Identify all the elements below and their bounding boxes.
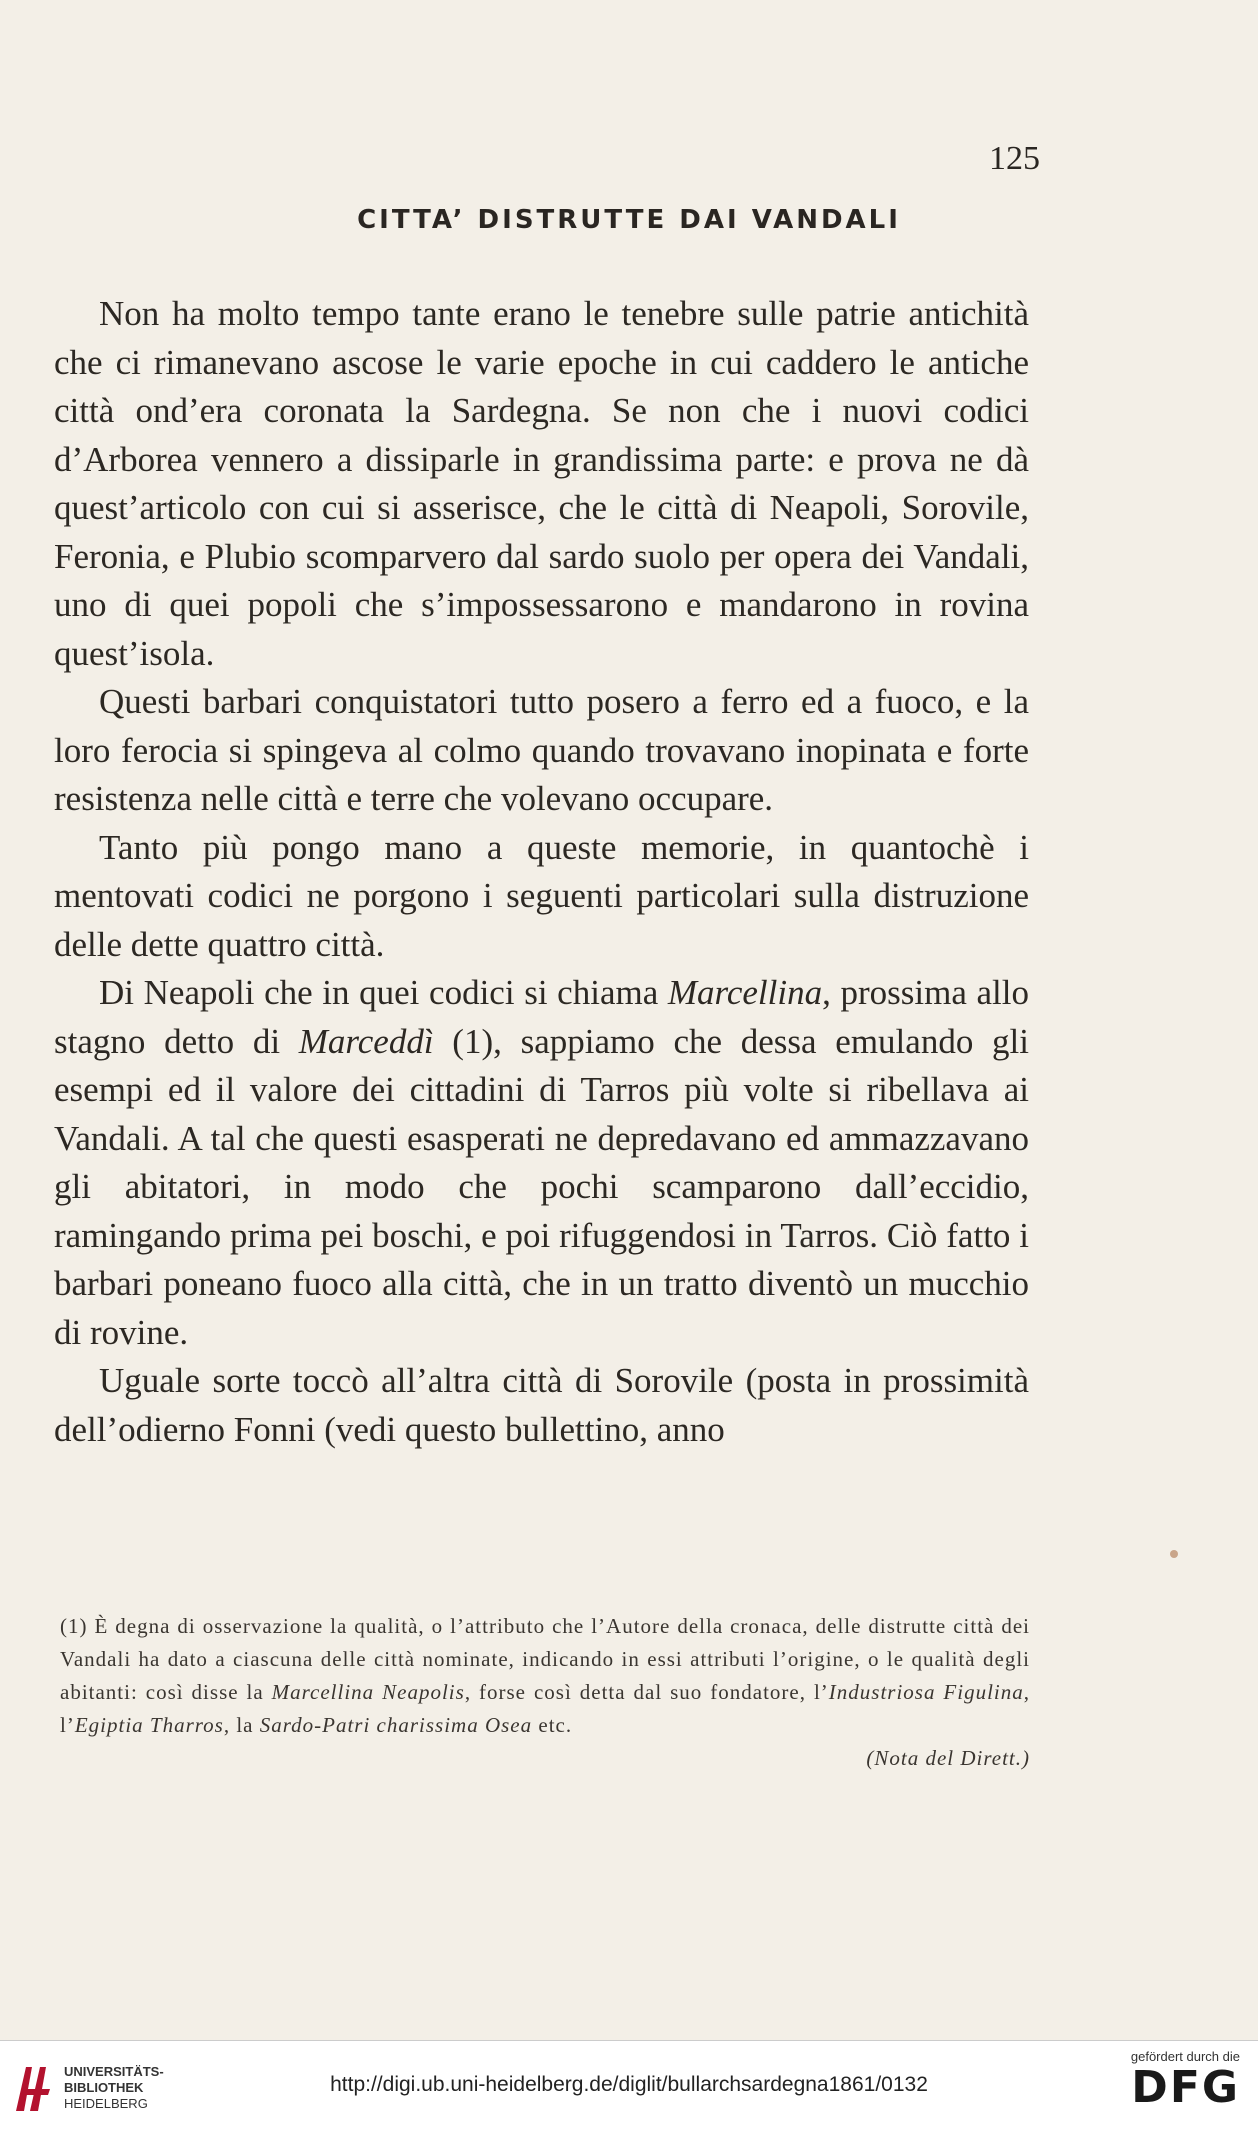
ink-spot (1170, 1550, 1178, 1558)
library-name-line3: HEIDELBERG (64, 2096, 148, 2111)
paragraph: Uguale sorte toccò all’altra città di Sorovile (posta in prossimità dell’odierno Fonni (vedi questo bullettino, anno (54, 1361, 1029, 1449)
body-text (54, 290, 1029, 1454)
footnote: (1) È degna di osservazione la qualità, o l’attributo che l’Autore della cronaca, delle distrutte città dei Vandali ha dato a ciascuna delle città nominate, indicando in essi attributi l’origine, o le qualità degli abitanti: così disse la Marcellina Neapolis, forse così detta dal suo fondatore, l’Industriosa Figulina, l’Egiptia Tharros, la Sardo-Patri charissima Osea etc. (Nota del Dirett.) (60, 1610, 1030, 1775)
library-name-line2: BIBLIOTHEK (64, 2080, 144, 2095)
page-number: 125 (989, 140, 1040, 177)
paragraph: Tanto più pongo mano a queste memorie, in quantochè i mentovati codici ne porgono i seguenti particolari sulla distruzione delle dette quattro città. (54, 827, 1029, 964)
footnote-marker: (1) (60, 1614, 88, 1638)
paragraph: Non ha molto tempo tante erano le tenebre sulle patrie antichità che ci rimanevano ascose le varie epoche in cui caddero le antiche città ond’era coronata la Sardegna. Se non che i nuovi codici d’Arborea vennero a dissiparle in grandissima parte: e prova ne dà quest’articolo con cui si asserisce, che le città di Neapoli, Sorovile, Feronia, e Plubio scomparvero dal sardo suolo per opera dei Vandali, uno di quei popoli che s’impossessarono e mandarono in rovina quest’isola. (54, 294, 1029, 673)
paragraph: Di Neapoli che in quei codici si chiama Marcellina, prossima allo stagno detto di Marceddì (1), sappiamo che dessa emulando gli esempi ed il valore dei cittadini di Tarros più volte si ribellava ai Vandali. A tal che questi esasperati ne depredavano ed ammazzavano gli abitatori, in modo che pochi scamparono dall’eccidio, ramingando prima pei boschi, e poi rifuggendosi in Tarros. Ciò fatto i barbari poneano fuoco alla città, che in un tratto diventò un mucchio di rovine. (54, 973, 1029, 1352)
running-title: CITTA’ DISTRUTTE DAI VANDALI (357, 205, 901, 235)
permalink-url[interactable]: http://digi.ub.uni-heidelberg.de/diglit/bullarchsardegna1861/0132 (330, 2073, 928, 2096)
footnote-signature: (Nota del Dirett.) (866, 1746, 1030, 1770)
library-name-line1: UNIVERSITÄTS- (64, 2064, 164, 2079)
funder-block[interactable] (1131, 2049, 1240, 2112)
viewer-footer (0, 2040, 1258, 2136)
dfg-logo: DFG (1131, 2062, 1240, 2113)
paragraph: Questi barbari conquistatori tutto posero a ferro ed a fuoco, e la loro ferocia si spingeva al colmo quando trovavano inopinata e forte resistenza nelle città e terre che volevano occupare. (54, 682, 1029, 818)
funder-label: gefördert durch die (1130, 2049, 1240, 2064)
